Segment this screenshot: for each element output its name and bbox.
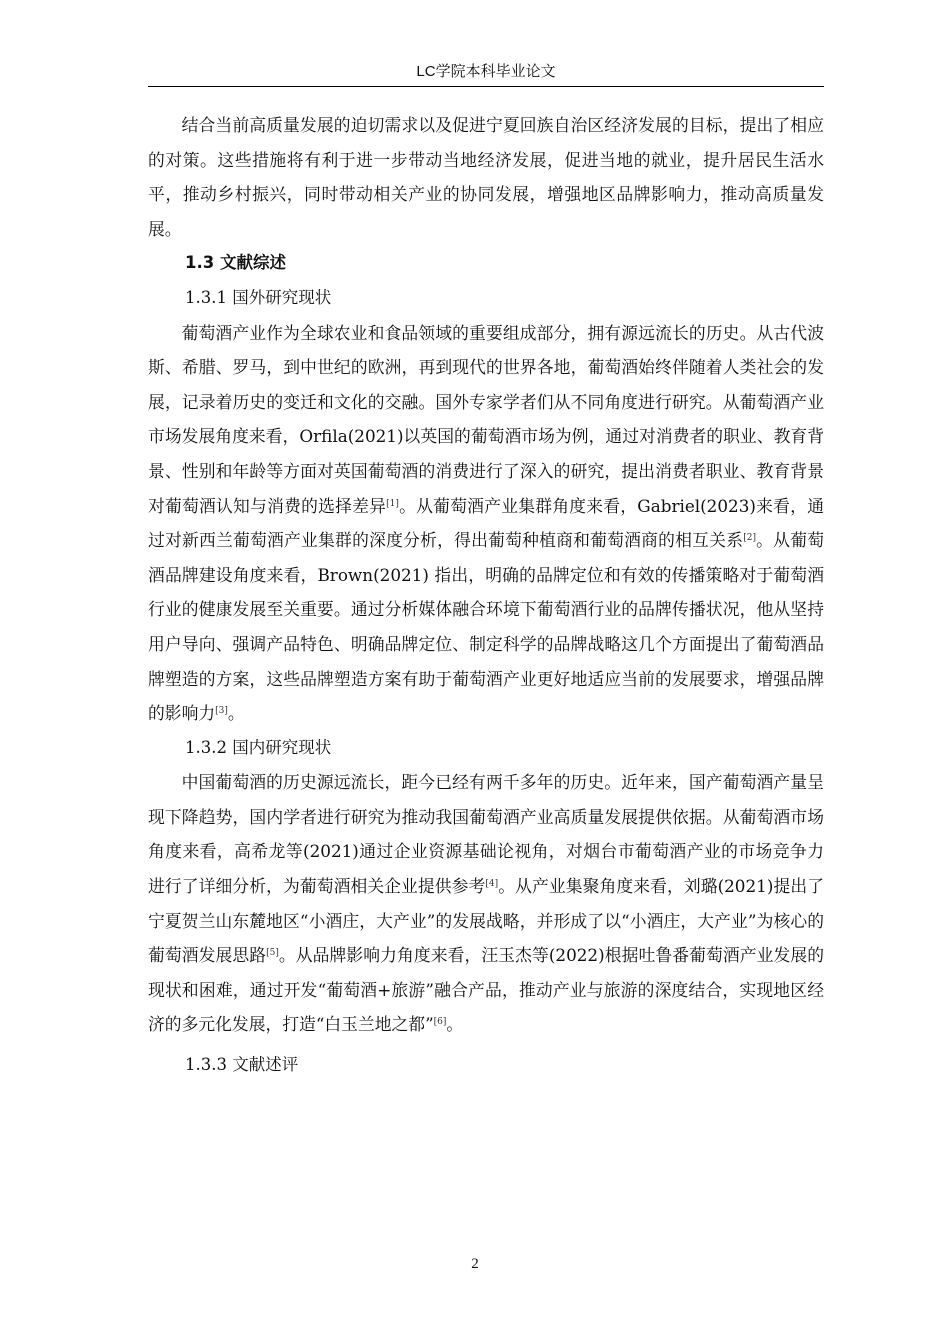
paragraph-text: 。从葡萄酒品牌建设角度来看，Brown(2021) 指出，明确的品牌定位和有效的传播策略对于葡萄酒行业的健康发展至关重要。通过分析媒体融合环境下葡萄酒行业的品牌传播状况，他从坚持用户导向、强调产品特色、明确品牌定位、制定科学的品牌战略这几个方面提出了葡萄酒品牌塑造的方案，这些品牌塑造方案有助于葡萄酒产业更好地适应当前的发展要求，增强品牌的影响力 bbox=[148, 530, 824, 724]
page-number: 2 bbox=[471, 1256, 479, 1272]
citation-2: [2] bbox=[743, 533, 756, 544]
paragraph-text: 。 bbox=[227, 703, 245, 724]
paragraph-domestic-research bbox=[148, 765, 824, 1042]
paragraph-text: 。从产业集聚角度来看，刘璐(2021)提出了宁夏贺兰山东麓地区“小酒庄，大产业”的发展战略，并形成了以“小酒庄，大产业”为核心的葡萄酒发展思路 bbox=[148, 876, 824, 966]
citation-3: [3] bbox=[215, 706, 228, 717]
paragraph-foreign-research bbox=[148, 316, 824, 731]
section-heading-1-3: 1.3 文献综述 bbox=[185, 253, 286, 273]
paragraph-text: 。从葡萄酒产业集群角度来看，Gabriel(2023)来看，通过对新西兰葡萄酒产业集群的深度分析，得出葡萄种植商和葡萄酒商的相互关系 bbox=[148, 495, 824, 551]
subsection-heading-1-3-1: 1.3.1 国外研究现状 bbox=[185, 287, 332, 307]
paragraph-intro: 结合当前高质量发展的迫切需求以及促进宁夏回族自治区经济发展的目标，提出了相应的对策。这些措施将有利于进一步带动当地经济发展，促进当地的就业，提升居民生活水平，推动乡村振兴，同时带动相关产业的协同发展，增强地区品牌影响力，推动高质量发展。 bbox=[148, 115, 824, 239]
citation-4: [4] bbox=[485, 879, 499, 890]
paragraph-text: 。 bbox=[446, 1014, 464, 1035]
citation-1: [1] bbox=[386, 498, 399, 509]
subsection-heading-1-3-2: 1.3.2 国内研究现状 bbox=[185, 737, 332, 757]
subsection-heading-1-3-3: 1.3.3 文献述评 bbox=[185, 1055, 299, 1075]
paragraph-text: 葡萄酒产业作为全球农业和食品领域的重要组成部分，拥有源远流长的历史。从古代波斯、希腊、罗马，到中世纪的欧洲，再到现代的世界各地，葡萄酒始终伴随着人类社会的发展，记录着历史的变迁和文化的交融。国外专家学者们从不同角度进行研究。从葡萄酒产业市场发展角度来看，Orfila(2021)以英国的葡萄酒市场为例，通过对消费者的职业、教育背景、性别和年龄等方面对英国葡萄酒的消费进行了深入的研究，提出消费者职业、教育背景对葡萄酒认知与消费的选择差异 bbox=[148, 322, 824, 516]
paragraph-text: 中国葡萄酒的历史源远流长，距今已经有两千多年的历史。近年来，国产葡萄酒产量呈现下降趋势，国内学者进行研究为推动我国葡萄酒产业高质量发展提供依据。从葡萄酒市场角度来看，高希龙等(2021)通过企业资源基础论视角，对烟台市葡萄酒产业的市场竞争力进行了详细分析，为葡萄酒相关企业提供参考 bbox=[148, 772, 824, 897]
citation-5: [5] bbox=[266, 948, 279, 959]
document-body bbox=[148, 108, 824, 1083]
paragraph-text: 。从品牌影响力角度来看，汪玉杰等(2022)根据吐鲁番葡萄酒产业发展的现状和困难，通过开发“葡萄酒+旅游”融合产品，推动产业与旅游的深度结合，实现地区经济的多元化发展，打造“白玉兰地之都” bbox=[148, 945, 824, 1035]
citation-6: [6] bbox=[433, 1017, 447, 1028]
page-header: LC学院本科毕业论文 bbox=[148, 62, 824, 87]
